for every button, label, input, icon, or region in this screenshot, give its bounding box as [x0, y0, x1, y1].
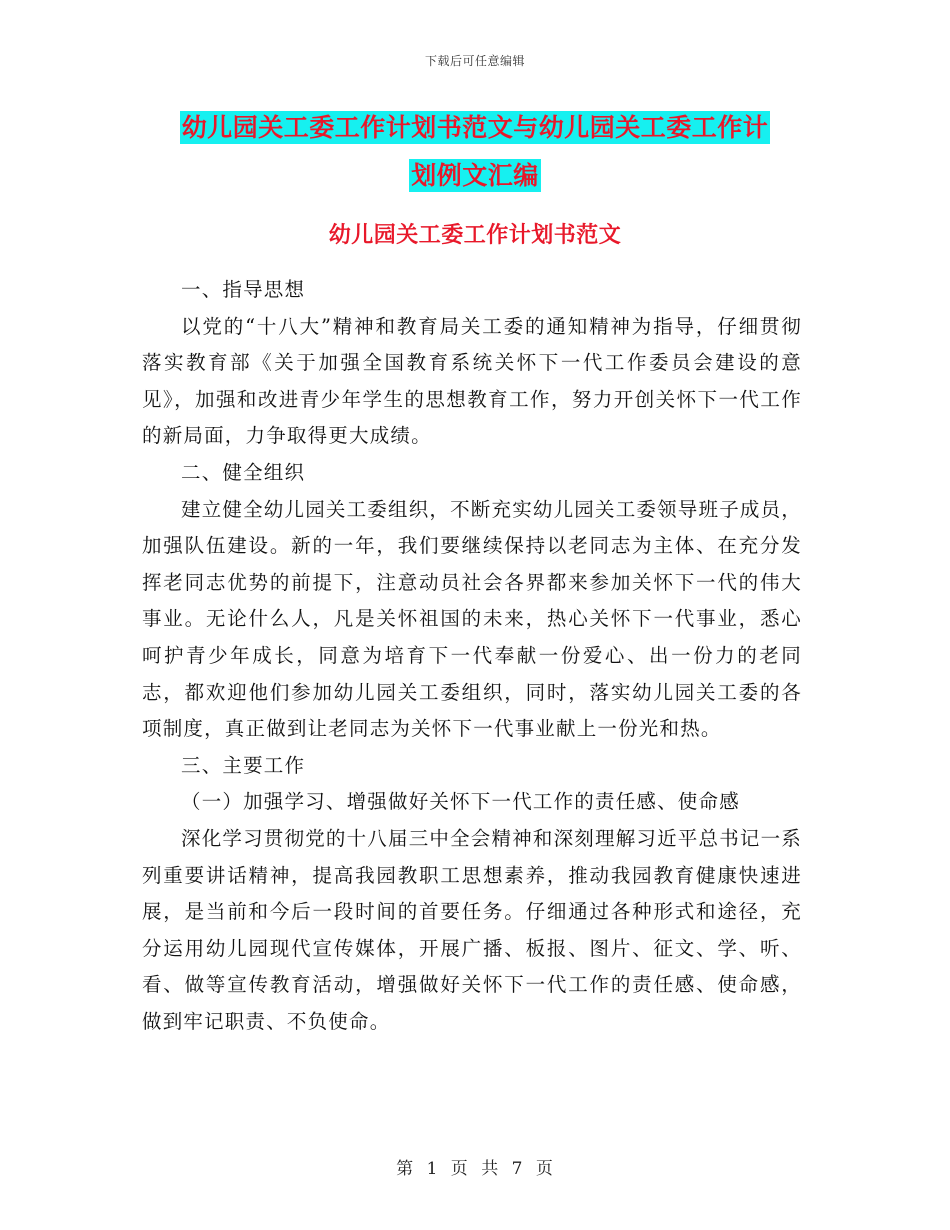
- document-title-line2: 划例文汇编: [411, 161, 539, 190]
- paragraph-guiding-ideology: 以党的“十八大”精神和教育局关工委的通知精神为指导，仔细贯彻落实教育部《关于加强全国教育系统关怀下一代工作委员会建设的意见》，加强和改进青少年学生的思想教育工作，努力开创关怀下一代工作的新局面，力争取得更大成绩。: [142, 314, 802, 448]
- heading-guiding-ideology: 一、指导思想: [181, 278, 306, 301]
- heading-main-work: 三、主要工作: [181, 753, 306, 777]
- section-title: 幼儿园关工委工作计划书范文: [328, 222, 622, 248]
- page-header-note: 下载后可任意编辑: [424, 54, 525, 68]
- document-body: [142, 272, 802, 1040]
- document-title: [150, 104, 800, 200]
- page-number: 第 1 页 共 7 页: [396, 1159, 554, 1179]
- paragraph-organization: 建立健全幼儿园关工委组织，不断充实幼儿园关工委领导班子成员，加强队伍建设。新的一年，我们要继续保持以老同志为主体、在充分发挥老同志优势的前提下，注意动员社会各界都来参加关怀下一代的伟大事业。无论什么人，凡是关怀祖国的未来，热心关怀下一代事业，悉心呵护青少年成长，同意为培育下一代奉献一份爱心、出一份力的老同志，都欢迎他们参加幼儿园关工委组织，同时，落实幼儿园关工委的各项制度，真正做到让老同志为关怀下一代事业献上一份光和热。: [142, 497, 803, 741]
- paragraph-study: 深化学习贯彻党的十八届三中全会精神和深刻理解习近平总书记一系列重要讲话精神，提高我园教职工思想素养，推动我园教育健康快速进展，是当前和今后一段时间的首要任务。仔细通过各种形式和途径，充分运用幼儿园现代宣传媒体，开展广播、板报、图片、征文、学、听、看、做等宣传教育活动，增强做好关怀下一代工作的责任感、使命感，做到牢记职责、不负使命。: [142, 826, 803, 1033]
- heading-organization: 二、健全组织: [181, 460, 306, 484]
- document-title-line1: 幼儿园关工委工作计划书范文与幼儿园关工委工作计: [181, 113, 769, 142]
- subheading-study: （一）加强学习、增强做好关怀下一代工作的责任感、使命感: [181, 790, 740, 814]
